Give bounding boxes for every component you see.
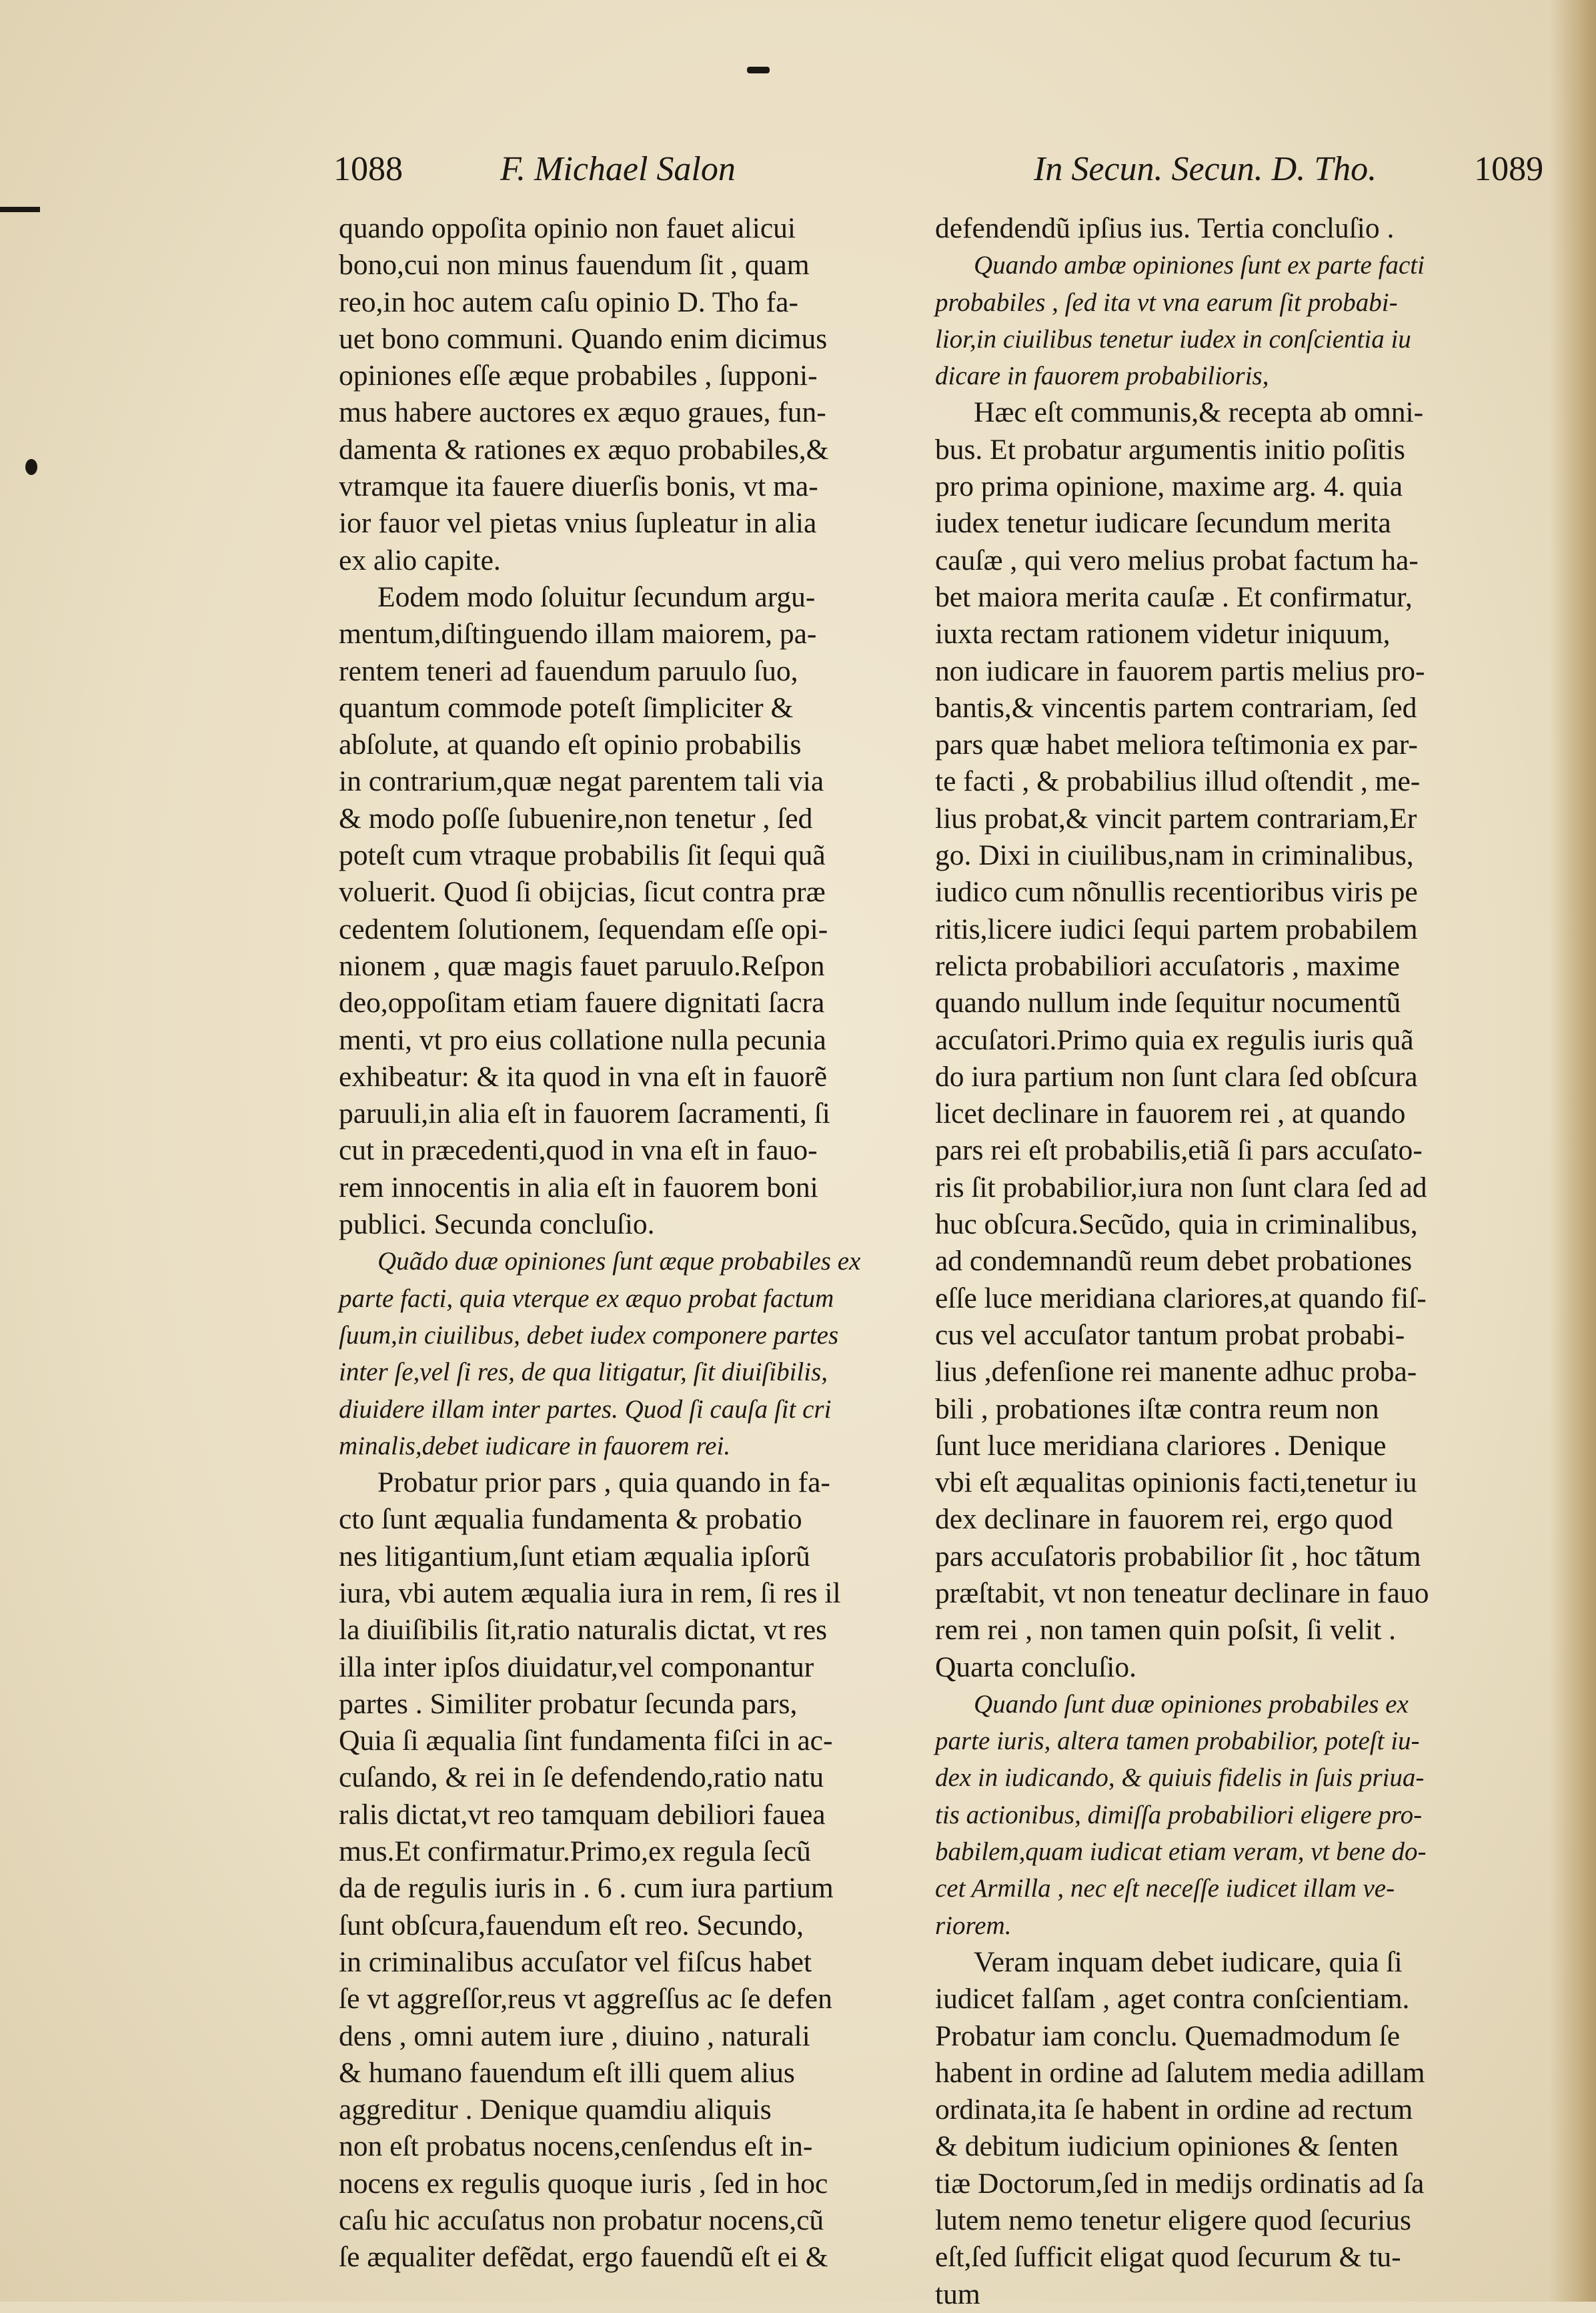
text-line: Quia ſi æqualia ſint fundamenta fiſci in ac- bbox=[339, 1725, 833, 1757]
text-line: dex in iudicando, & quiuis fidelis in ſuis priua- bbox=[935, 1763, 1425, 1793]
right-text-column bbox=[935, 210, 1499, 2313]
text-line: relicta probabiliori accuſatoris , maxime bbox=[935, 949, 1400, 982]
text-line: quando oppoſita opinio non fauet alicui bbox=[339, 212, 796, 244]
text-line: menti, vt pro eius collatione nulla pecunia bbox=[339, 1023, 826, 1056]
text-line: paruuli,in alia eſt in fauorem ſacramenti, ſi bbox=[339, 1097, 830, 1130]
text-line: Quãdo duæ opiniones ſunt æque probabiles ex bbox=[377, 1247, 861, 1276]
text-line: accuſatori.Primo quia ex regulis iuris quã bbox=[935, 1023, 1414, 1056]
text-line: exhibeatur: & ita quod in vna eſt in fauorẽ bbox=[339, 1060, 828, 1093]
text-line: ſuum,in ciuilibus, debet iudex componere partes bbox=[339, 1320, 839, 1350]
text-line: Hæc eſt communis,& recepta ab omni- bbox=[974, 396, 1424, 429]
text-line: mus habere auctores ex æquo graues, fun- bbox=[339, 396, 826, 429]
text-line: aggreditur . Denique quamdiu aliquis bbox=[339, 2094, 772, 2126]
text-line: bono,cui non minus fauendum ſit , quam bbox=[339, 249, 810, 282]
text-line: & modo poſſe ſubuenire,non tenetur , ſed bbox=[339, 802, 813, 835]
text-line: huc obſcura.Secũdo, quia in criminalibus, bbox=[935, 1208, 1418, 1241]
text-line: partes . Similiter probatur ſecunda pars, bbox=[339, 1687, 798, 1720]
text-line: in contrarium,quæ negat parentem tali via bbox=[339, 765, 824, 798]
text-line: bili , probationes iſtæ contra reum non bbox=[935, 1392, 1379, 1425]
text-line: abſolute, at quando eſt opinio probabilis bbox=[339, 729, 802, 761]
right-running-title: In Secun. Secun. D. Tho. bbox=[1034, 150, 1377, 188]
text-line: habent in ordine ad ſalutem media adillam bbox=[935, 2056, 1425, 2089]
text-line: Quando ſunt duæ opiniones probabiles ex bbox=[974, 1689, 1409, 1719]
ink-mark bbox=[747, 67, 770, 73]
text-line: ris ſit probabilior,iura non ſunt clara ſed ad bbox=[935, 1171, 1427, 1204]
text-line: ior fauor vel pietas vnius ſupleatur in alia bbox=[339, 507, 817, 540]
left-running-title: F. Michael Salon bbox=[500, 150, 736, 188]
right-running-head bbox=[1034, 152, 1543, 187]
text-line: cus vel accuſator tantum probat probabi- bbox=[935, 1318, 1405, 1351]
text-line: præſtabit, vt non teneatur declinare in fauo bbox=[935, 1576, 1429, 1609]
text-line: probabiles , ſed ita vt vna earum ſit probabi- bbox=[935, 288, 1398, 317]
page-edge-shadow bbox=[1549, 0, 1596, 2302]
text-line: do iura partium non ſunt clara ſed obſcura bbox=[935, 1060, 1418, 1093]
text-line: ad condemnandũ reum debet probationes bbox=[935, 1245, 1413, 1278]
text-line: dens , omni autem iure , diuino , naturali bbox=[339, 2019, 810, 2052]
text-line: bantis,& vincentis partem contrariam, ſed bbox=[935, 691, 1417, 724]
text-line: da de regulis iuris in . 6 . cum iura partium bbox=[339, 1872, 834, 1905]
text-line: opiniones eſſe æque probabiles , ſupponi- bbox=[339, 360, 818, 392]
text-line: go. Dixi in ciuilibus,nam in criminalibus, bbox=[935, 839, 1414, 872]
text-line: ſe æqualiter defẽdat, ergo fauendũ eſt ei & bbox=[339, 2241, 828, 2274]
text-line: pars accuſatoris probabilior ſit , hoc tãtum bbox=[935, 1540, 1421, 1572]
text-line: pro prima opinione, maxime arg. 4. quia bbox=[935, 470, 1403, 503]
text-line: non iudicare in fauorem partis melius pro- bbox=[935, 654, 1425, 687]
text-line: parte iuris, altera tamen probabilior, poteſt iu- bbox=[935, 1727, 1420, 1756]
text-line: eſt,ſed ſufficit eligat quod ſecurum & tu- bbox=[935, 2241, 1401, 2274]
text-line: reo,in hoc autem caſu opinio D. Tho fa- bbox=[339, 286, 798, 318]
text-line: & humano fauendum eſt illi quem alius bbox=[339, 2056, 795, 2089]
text-line: Quarta concluſio. bbox=[935, 1651, 1136, 1683]
text-line: Probatur prior pars , quia quando in fa- bbox=[377, 1466, 830, 1499]
text-line: diuidere illam inter partes. Quod ſi cauſa ſit cri bbox=[339, 1394, 832, 1424]
text-line: pars quæ habet meliora teſtimonia ex par- bbox=[935, 729, 1418, 761]
text-line: dicare in fauorem probabilioris, bbox=[935, 362, 1269, 391]
text-line: lius probat,& vincit partem contrariam,Er bbox=[935, 802, 1417, 835]
text-line: ordinata,ita ſe habent in ordine ad rectum bbox=[935, 2094, 1413, 2126]
text-line: iura, vbi autem æqualia iura in rem, ſi res il bbox=[339, 1576, 841, 1609]
margin-ink-dash bbox=[0, 207, 40, 212]
text-line: ralis dictat,vt reo tamquam debiliori fauea bbox=[339, 1798, 826, 1831]
text-line: ex alio capite. bbox=[339, 544, 501, 576]
text-line: bet maiora merita cauſæ . Et confirmatur, bbox=[935, 580, 1413, 613]
text-line: rem rei , non tamen quin poſsit, ſi velit . bbox=[935, 1614, 1397, 1647]
text-line: vbi eſt æqualitas opinionis facti,tenetur iu bbox=[935, 1466, 1417, 1499]
text-line: rem innocentis in alia eſt in fauorem boni bbox=[339, 1171, 818, 1204]
text-line: inter ſe,vel ſi res, de qua litigatur, ſit diuiſibilis, bbox=[339, 1358, 828, 1387]
text-line: lutem nemo tenetur eligere quod ſecurius bbox=[935, 2204, 1411, 2237]
text-line: tis actionibus, dimiſſa probabiliori eligere pro- bbox=[935, 1800, 1423, 1829]
text-line: babilem,quam iudicat etiam veram, vt bene do- bbox=[935, 1837, 1427, 1867]
text-line: ſunt luce meridiana clariores . Denique bbox=[935, 1429, 1387, 1462]
text-line: rentem teneri ad fauendum paruulo ſuo, bbox=[339, 654, 798, 687]
text-line: Quando ambæ opiniones ſunt ex parte facti bbox=[974, 251, 1425, 280]
text-line: nionem , quæ magis fauet paruulo.Reſpon bbox=[339, 949, 825, 982]
text-line: vtramque ita fauere diuerſis bonis, vt ma- bbox=[339, 470, 818, 503]
text-line: tum bbox=[935, 2278, 980, 2310]
text-line: lius ,defenſione rei manente adhuc proba- bbox=[935, 1356, 1417, 1388]
text-line: nes litigantium,ſunt etiam æqualia ipſorũ bbox=[339, 1540, 810, 1572]
text-line: iudex tenetur iudicare ſecundum merita bbox=[935, 507, 1391, 540]
text-line: nocens ex regulis quoque iuris , ſed in hoc bbox=[339, 2167, 828, 2200]
text-line: la diuiſibilis ſit,ratio naturalis dictat, vt res bbox=[339, 1614, 828, 1647]
text-line: ſe vt aggreſſor,reus vt aggreſſus ac ſe defen bbox=[339, 1983, 832, 2015]
text-line: & debitum iudicium opiniones & ſenten bbox=[935, 2130, 1399, 2163]
text-line: cut in præcedenti,quod in vna eſt in fauo- bbox=[339, 1134, 818, 1167]
text-line: riorem. bbox=[935, 1911, 1012, 1940]
text-line: iuxta rectam rationem videtur iniquum, bbox=[935, 618, 1391, 650]
text-line: non eſt probatus nocens,cenſendus eſt in- bbox=[339, 2130, 813, 2163]
left-page-number: 1088 bbox=[333, 150, 403, 188]
text-line: te facti , & probabilius illud oſtendit , me- bbox=[935, 765, 1421, 798]
text-line: cedentem ſolutionem, ſequendam eſſe opi- bbox=[339, 913, 828, 945]
text-line: voluerit. Quod ſi obijcias, ſicut contra præ bbox=[339, 876, 826, 909]
text-line: pars rei eſt probabilis,etiã ſi pars accuſato- bbox=[935, 1134, 1423, 1167]
text-line: Probatur iam conclu. Quemadmodum ſe bbox=[935, 2019, 1401, 2052]
text-line: damenta & rationes ex æquo probabiles,& bbox=[339, 433, 829, 466]
text-line: tiæ Doctorum,ſed in medijs ordinatis ad ſa bbox=[935, 2167, 1425, 2200]
text-line: cuſando, & rei in ſe defendendo,ratio natu bbox=[339, 1761, 824, 1794]
left-text-column bbox=[339, 210, 886, 2276]
text-line: quantum commode poteſt ſimpliciter & bbox=[339, 691, 794, 724]
text-line: quando nullum inde ſequitur nocumentũ bbox=[935, 987, 1401, 1019]
text-line: Veram inquam debet iudicare, quia ſi bbox=[974, 1945, 1403, 1978]
text-line: minalis,debet iudicare in fauorem rei. bbox=[339, 1431, 731, 1460]
text-line: mentum,diſtinguendo illam maiorem, pa- bbox=[339, 618, 817, 650]
text-line: bus. Et probatur argumentis initio poſitis bbox=[935, 433, 1405, 466]
text-line: in criminalibus accuſator vel fiſcus habet bbox=[339, 1945, 812, 1978]
text-line: iudicet falſam , aget contra conſcientiam. bbox=[935, 1983, 1410, 2015]
text-line: ritis,licere iudici ſequi partem probabilem bbox=[935, 913, 1418, 945]
text-line: eſſe luce meridiana clariores,at quando fiſ- bbox=[935, 1282, 1427, 1314]
text-line: iudico cum nõnullis recentioribus viris pe bbox=[935, 876, 1418, 909]
right-page-number: 1089 bbox=[1474, 150, 1544, 188]
text-line: Eodem modo ſoluitur ſecundum argu- bbox=[377, 580, 816, 613]
text-line: lior,in ciuilibus tenetur iudex in conſcientia iu bbox=[935, 324, 1411, 354]
text-line: deo,oppoſitam etiam fauere dignitati ſacra bbox=[339, 987, 825, 1019]
text-line: ſunt obſcura,fauendum eſt reo. Secundo, bbox=[339, 1909, 804, 1941]
margin-ink-dot bbox=[25, 459, 37, 475]
left-running-head bbox=[333, 152, 736, 187]
text-line: defendendũ ipſius ius. Tertia concluſio . bbox=[935, 212, 1395, 244]
text-line: cet Armilla , nec eſt neceſſe iudicet illam ve- bbox=[935, 1874, 1395, 1903]
text-line: cto ſunt æqualia fundamenta & probatio bbox=[339, 1503, 802, 1536]
text-line: publici. Secunda concluſio. bbox=[339, 1208, 655, 1241]
text-line: illa inter ipſos diuidatur,vel componantur bbox=[339, 1651, 814, 1683]
text-line: poteſt cum vtraque probabilis ſit ſequi quã bbox=[339, 839, 826, 872]
text-line: mus.Et confirmatur.Primo,ex regula ſecũ bbox=[339, 1835, 811, 1868]
text-line: parte facti, quia vterque ex æquo probat factum bbox=[339, 1284, 834, 1313]
text-line: dex declinare in fauorem rei, ergo quod bbox=[935, 1503, 1393, 1536]
text-line: cauſæ , qui vero melius probat factum ha- bbox=[935, 544, 1419, 576]
text-line: uet bono communi. Quando enim dicimus bbox=[339, 322, 828, 355]
text-line: licet declinare in fauorem rei , at quando bbox=[935, 1097, 1406, 1130]
text-line: caſu hic accuſatus non probatur nocens,cũ bbox=[339, 2204, 824, 2237]
